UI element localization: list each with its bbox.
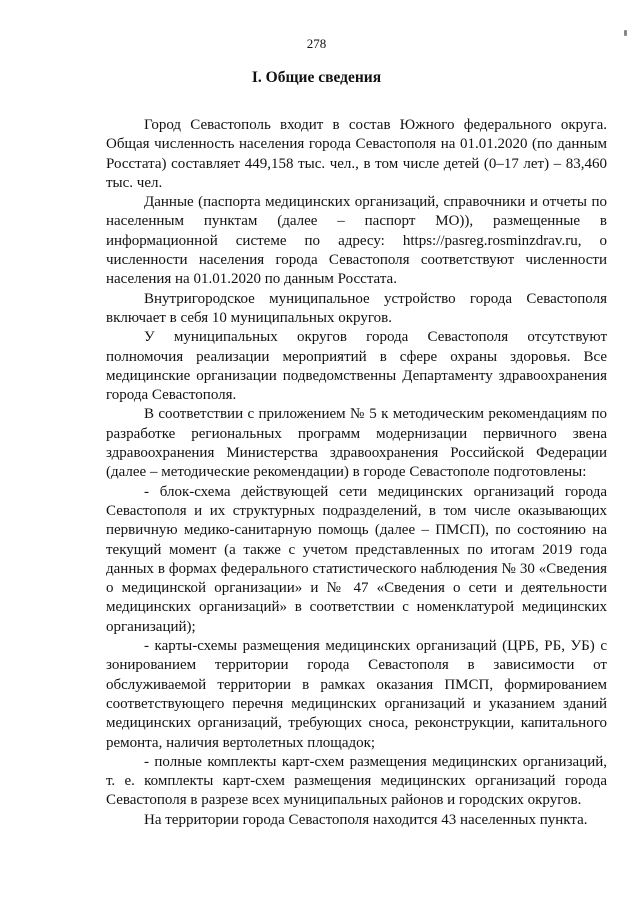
paragraph-2: Данные (паспорта медицинских организаций, справочники и отчеты по населенным пунктам (далее – паспорт МО)), размещенные в информационной системе по адресу: https://pasreg.rosminzdrav.ru, о численности населения города Севастополя соответствуют численности населения на 01.01.2020 по данным Росстата. [106,194,607,288]
list-item-full-sets: - полные комплекты карт-схем размещения медицинских организаций, т. е. комплекты карт-схем размещения медицинских организаций города Севастополя в разрезе всех муниципальных районов и городских округов. [106,753,607,809]
list-item-block-scheme: - блок-схема действующей сети медицинских организаций города Севастополя и их структурных подразделений, в том числе оказывающих первичную медико-санитарную помощь (далее – ПМСП), по состоянию на текущий момент (а также с учетом представленных по итогам 2019 года данных в формах федерального статистического наблюдения № 30 «Сведения о медицинской организации» и № 47 «Сведения о сети и деятельности медицинских организаций» в соответствии с номенклатурой медицинских организаций); [106,483,607,635]
list-item-map-schemes: - карты-схемы размещения медицинских организаций (ЦРБ, РБ, УБ) с зонированием территории города Севастополя в зависимости от обслуживаемой территории в рамках оказания ПМСП, формированием соответствующего перечня медицинских организаций и указанием зданий медицинских организаций, требующих сноса, реконструкции, капитального ремонта, наличия вертолетных площадок; [106,638,607,751]
body-text [106,116,607,830]
page-number: 278 [306,36,327,51]
paragraph-4: У муниципальных округов города Севастополя отсутствуют полномочия реализации мероприятий в сфере охраны здоровья. Все медицинские организации подведомственны Департаменту здравоохранения города Севастополя. [106,329,607,404]
paragraph-3: Внутригородское муниципальное устройство города Севастополя включает в себя 10 муниципальных округов. [106,290,607,326]
paragraph-5: В соответствии с приложением № 5 к методическим рекомендациям по разработке региональных программ модернизации первичного звена здравоохранения Министерства здравоохранения Российской Федерации (далее – методические рекомендации) в городе Севастополе подготовлены: [106,406,607,481]
section-heading: I. Общие сведения [251,69,382,86]
paragraph-settlements: На территории города Севастополя находится 43 населенных пункта. [144,811,588,828]
paragraph-1: Город Севастополь входит в состав Южного федерального округа. Общая численность населения города Севастополя на 01.01.2020 (по данным Росстата) составляет 449,158 тыс. чел., в том числе детей (0–17 лет) – 83,460 тыс. чел. [106,117,607,191]
scan-edge-mark [624,30,627,36]
